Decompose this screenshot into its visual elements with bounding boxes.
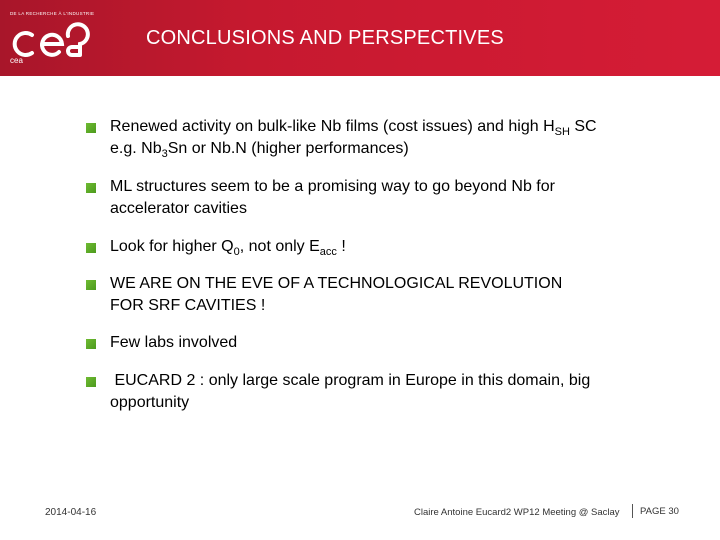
bullet-square-icon	[86, 339, 96, 349]
bullet-line: opportunity	[110, 394, 190, 411]
bullet-line: FOR SRF CAVITIES !	[110, 297, 266, 314]
slide-title: CONCLUSIONS AND PERSPECTIVES	[146, 27, 504, 49]
bullet-line: EUCARD 2 : only large scale program in Europe in this domain, big	[110, 372, 591, 389]
bullet-square-icon	[86, 280, 96, 290]
bullet-line: Look for higher $Q_0$, not only $E_{acc}$ !	[110, 238, 346, 258]
logo-wordmark-text: cea	[10, 56, 23, 65]
bullet-line: WE ARE ON THE EVE OF A TECHNOLOGICAL REVOLUTION	[110, 275, 563, 292]
bullet-square-icon	[86, 243, 96, 253]
bullet-square-icon	[86, 123, 96, 133]
bullet-item	[86, 332, 686, 354]
footer-presenter: Claire Antoine Eucard2 WP12 Meeting @ Saclay	[414, 507, 620, 518]
cea-logo	[10, 8, 100, 68]
bullet-square-icon	[86, 183, 96, 193]
bullet-line: Renewed activity on bulk-like Nb films (cost issues) and high $H_{SH}$ SC	[110, 118, 597, 138]
logo-tagline: DE LA RECHERCHE À L'INDUSTRIE	[10, 11, 95, 16]
bullet-list	[86, 116, 686, 414]
bullet-item	[86, 116, 686, 160]
bullet-line: Few labs involved	[110, 334, 238, 351]
footer-date: 2014-04-16	[45, 507, 97, 518]
bullet-item	[86, 370, 686, 414]
slide-header	[0, 0, 720, 76]
bullet-line: accelerator cavities	[110, 200, 247, 217]
bullet-item	[86, 273, 686, 317]
bullet-line: ML structures seem to be a promising way to go beyond Nb for	[110, 178, 555, 195]
cea-wordmark-icon	[10, 22, 100, 66]
footer-page-number: PAGE 30	[640, 506, 679, 517]
footer-divider	[632, 504, 633, 518]
bullet-item	[86, 236, 686, 258]
bullet-line: e.g. $Nb_3Sn$ or Nb.N (higher performances)	[110, 140, 409, 160]
bullet-item	[86, 176, 686, 220]
bullet-square-icon	[86, 377, 96, 387]
